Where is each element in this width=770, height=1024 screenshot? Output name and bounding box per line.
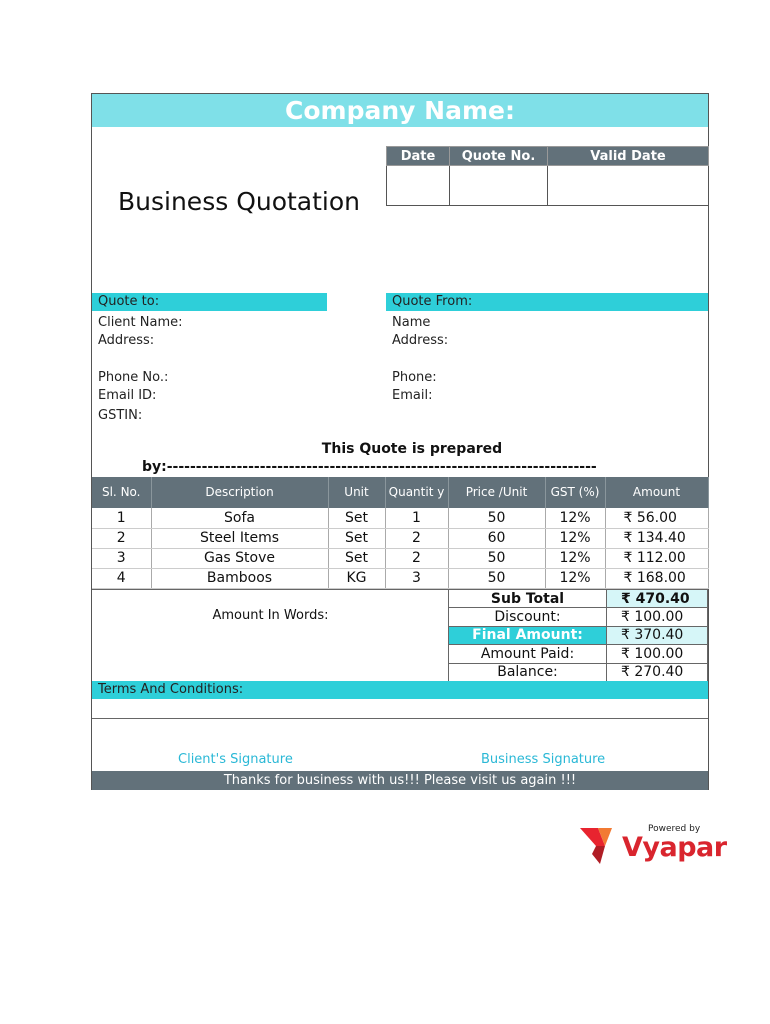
date-header: Date — [387, 147, 450, 166]
vyapar-logo — [578, 824, 727, 868]
table-row — [92, 548, 708, 568]
cell-quantity: 2 — [385, 548, 448, 568]
col-gst: GST (%) — [545, 477, 605, 508]
col-unit: Unit — [328, 477, 385, 508]
cell-quantity: 2 — [385, 528, 448, 548]
quote-meta-table — [386, 146, 709, 206]
amount-paid-value: ₹ 100.00 — [607, 645, 708, 663]
cell-sl-no: 4 — [92, 568, 151, 588]
quote-from-heading: Quote From: — [386, 293, 708, 311]
company-name-header: Company Name: — [92, 94, 708, 127]
cell-amount: ₹ 56.00 — [605, 508, 708, 528]
col-quantity: Quantit y — [385, 477, 448, 508]
cell-gst: 12% — [545, 568, 605, 588]
from-email-label: Email: — [392, 388, 433, 403]
cell-sl-no: 2 — [92, 528, 151, 548]
client-phone-label: Phone No.: — [98, 370, 169, 385]
cell-description: Steel Items — [151, 528, 328, 548]
balance-row — [449, 663, 708, 681]
cell-description: Bamboos — [151, 568, 328, 588]
footer-message: Thanks for business with us!!! Please visit us again !!! — [92, 771, 708, 790]
powered-by-label: Powered by — [648, 824, 701, 834]
client-email-label: Email ID: — [98, 388, 157, 403]
prepared-by-line2: by:-------------------------------------------------------------------------- — [142, 459, 597, 475]
vyapar-wordmark: Vyapar — [622, 832, 727, 863]
discount-value: ₹ 100.00 — [607, 608, 708, 626]
cell-quantity: 1 — [385, 508, 448, 528]
cell-price: 50 — [448, 548, 545, 568]
col-price-unit: Price /Unit — [448, 477, 545, 508]
prepared-by-text — [142, 440, 682, 476]
cell-amount: ₹ 134.40 — [605, 528, 708, 548]
cell-sl-no: 1 — [92, 508, 151, 528]
table-row — [92, 568, 708, 588]
col-sl-no: Sl. No. — [92, 477, 151, 508]
cell-amount: ₹ 168.00 — [605, 568, 708, 588]
discount-row — [449, 608, 708, 626]
totals-table — [448, 589, 708, 682]
cell-price: 60 — [448, 528, 545, 548]
table-row — [92, 508, 708, 528]
col-amount: Amount — [605, 477, 708, 508]
cell-amount: ₹ 112.00 — [605, 548, 708, 568]
sub-total-label: Sub Total — [449, 590, 607, 608]
items-table — [92, 477, 709, 589]
vyapar-logo-icon — [578, 824, 622, 868]
quote-no-field[interactable] — [450, 166, 548, 206]
document-title: Business Quotation — [118, 187, 361, 216]
amount-paid-row — [449, 645, 708, 663]
cell-gst: 12% — [545, 528, 605, 548]
amount-in-words-box — [92, 589, 449, 681]
cell-unit: KG — [328, 568, 385, 588]
client-gstin-label: GSTIN: — [98, 408, 143, 423]
valid-date-header: Valid Date — [548, 147, 709, 166]
terms-heading: Terms And Conditions: — [92, 681, 708, 699]
quote-no-header: Quote No. — [450, 147, 548, 166]
cell-quantity: 3 — [385, 568, 448, 588]
client-signature-label: Client's Signature — [178, 752, 293, 767]
client-address-label: Address: — [98, 333, 155, 348]
final-amount-label: Final Amount: — [449, 626, 607, 644]
balance-label: Balance: — [449, 663, 607, 681]
cell-price: 50 — [448, 568, 545, 588]
quote-to-heading: Quote to: — [92, 293, 327, 311]
items-header-row — [92, 477, 708, 508]
terms-divider — [92, 718, 708, 719]
balance-value: ₹ 270.40 — [607, 663, 708, 681]
sub-total-value: ₹ 470.40 — [607, 590, 708, 608]
from-address-label: Address: — [392, 333, 449, 348]
cell-sl-no: 3 — [92, 548, 151, 568]
cell-gst: 12% — [545, 508, 605, 528]
date-field[interactable] — [387, 166, 450, 206]
cell-price: 50 — [448, 508, 545, 528]
from-name-label: Name — [392, 315, 431, 330]
prepared-by-line1: This Quote is prepared — [321, 441, 503, 457]
cell-description: Gas Stove — [151, 548, 328, 568]
sub-total-row — [449, 590, 708, 608]
cell-description: Sofa — [151, 508, 328, 528]
cell-unit: Set — [328, 508, 385, 528]
cell-gst: 12% — [545, 548, 605, 568]
cell-unit: Set — [328, 548, 385, 568]
valid-date-field[interactable] — [548, 166, 709, 206]
from-phone-label: Phone: — [392, 370, 437, 385]
final-amount-row — [449, 626, 708, 644]
amount-in-words-label: Amount In Words: — [212, 608, 329, 623]
cell-unit: Set — [328, 528, 385, 548]
quotation-sheet — [91, 93, 709, 790]
col-description: Description — [151, 477, 328, 508]
business-signature-label: Business Signature — [481, 752, 606, 767]
client-name-label: Client Name: — [98, 315, 183, 330]
discount-label: Discount: — [449, 608, 607, 626]
final-amount-value: ₹ 370.40 — [607, 626, 708, 644]
table-row — [92, 528, 708, 548]
amount-paid-label: Amount Paid: — [449, 645, 607, 663]
